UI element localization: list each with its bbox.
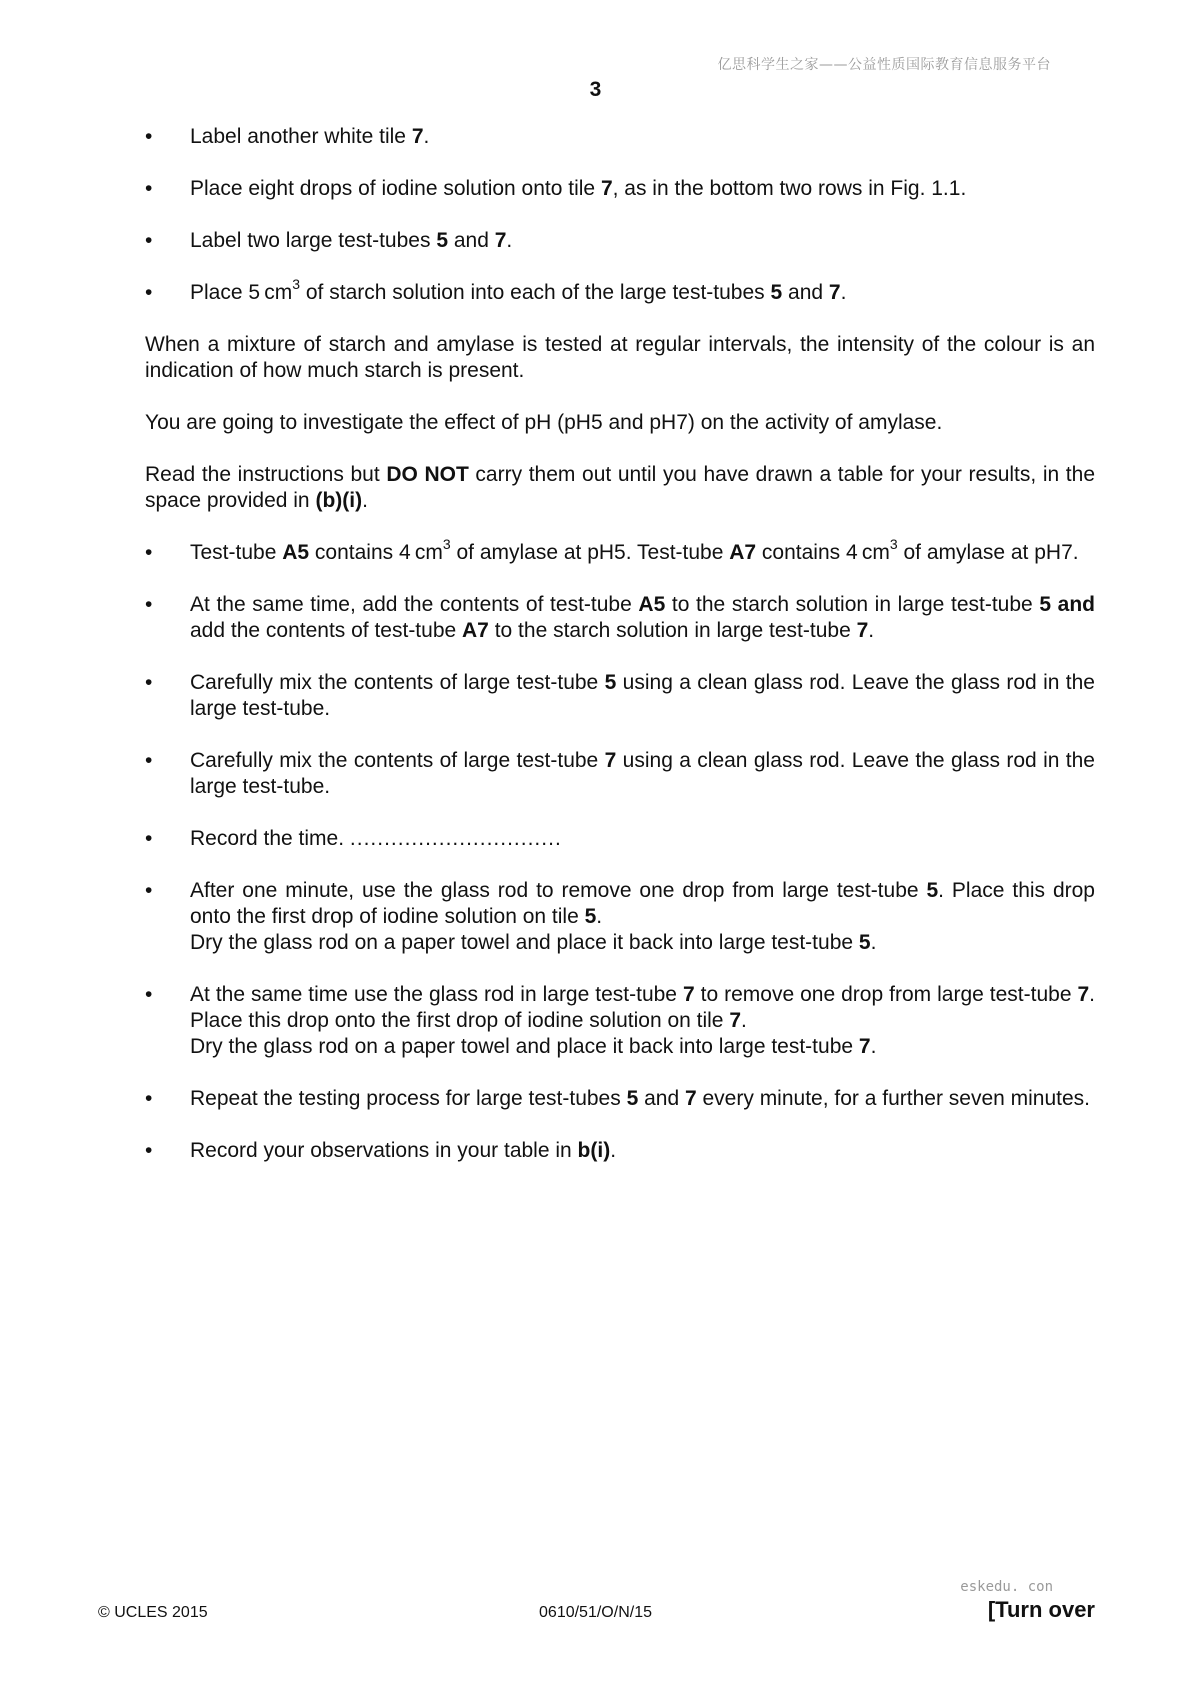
bold-text: 7 xyxy=(729,1009,742,1032)
bold-text: 5 xyxy=(770,281,783,304)
bullet-text: Place eight drops of iodine solution onto tile 7, as in the bottom two rows in Fig. 1.1. xyxy=(190,177,967,200)
footer-watermark: eskedu. con xyxy=(960,1579,1053,1595)
bold-text: 7 xyxy=(600,177,613,200)
bullet-text: Place 5 $cm^3$ of starch solution into each of the large test-tubes 5 and 7. xyxy=(190,276,847,304)
bullet-item xyxy=(145,982,1095,1060)
footer-paper-code: 0610/51/O/N/15 xyxy=(539,1604,652,1621)
bullet-text: Label two large test-tubes 5 and 7. xyxy=(190,229,513,252)
superscript: 3 xyxy=(442,536,451,552)
bullet-marker: • xyxy=(145,1139,153,1162)
paragraph-intro: When a mixture of starch and amylase is tested at regular intervals, the intensity of the colour is an indication of how much starch is present. xyxy=(145,333,1095,382)
bullet-marker: • xyxy=(145,671,153,694)
bold-text: A7 xyxy=(462,619,489,642)
bullet-marker: • xyxy=(145,749,153,772)
bold-text: and xyxy=(1057,593,1095,616)
bold-text: b(i) xyxy=(577,1139,611,1162)
bold-text: 5 xyxy=(1039,593,1052,616)
bullet-text: After one minute, use the glass rod to remove one drop from large test-tube 5. Place this drop onto the first drop of iodine solution on tile 5. Dry the glass rod on a paper towel and place it back into large test-tube 5. xyxy=(190,879,1095,954)
bullet-text: Label another white tile 7. xyxy=(190,125,430,148)
bold-text: 7 xyxy=(411,125,424,148)
bullet-marker: • xyxy=(145,177,153,200)
bullet-text: Test-tube A5 contains 4 $cm^3$ of amylase at pH5. Test-tube A7 contains 4 $cm^3$ of amylase at pH7. xyxy=(190,536,1079,564)
bold-text: A5 xyxy=(282,541,310,564)
bullet-marker: • xyxy=(145,879,153,902)
bold-text: A7 xyxy=(729,541,757,564)
bold-text: 5 xyxy=(584,905,597,928)
bullet-item xyxy=(145,878,1095,956)
page-number: 3 xyxy=(589,78,602,101)
bold-text: 7 xyxy=(682,983,695,1006)
bullet-item xyxy=(145,276,1095,306)
bullet-marker: • xyxy=(145,541,153,564)
bold-text: 7 xyxy=(1077,983,1090,1006)
bullet-text: At the same time, add the contents of test-tube A5 to the starch solution in large test-tube 5 and add the contents of test-tube A7 to the starch solution in large test-tube 7. xyxy=(190,593,1095,642)
bullet-text: At the same time use the glass rod in large test-tube 7 to remove one drop from large test-tube 7. Place this drop onto the first drop of iodine solution on tile 7. Dry the glass rod on a paper towel and place it back into large test-tube 7. xyxy=(190,983,1095,1058)
page-content xyxy=(145,124,1095,1190)
bold-text: 7 xyxy=(604,749,617,772)
bullet-item xyxy=(145,592,1095,644)
turn-over-label: [Turn over xyxy=(987,1597,1095,1622)
bullet-item xyxy=(145,826,1095,852)
bullet-item xyxy=(145,670,1095,722)
bullet-marker: • xyxy=(145,229,153,252)
bullet-marker: • xyxy=(145,281,153,304)
superscript: 3 xyxy=(889,536,898,552)
bullet-marker: • xyxy=(145,827,153,850)
bullet-marker: • xyxy=(145,125,153,148)
header-watermark: 亿思科学生之家——公益性质国际教育信息服务平台 xyxy=(717,57,1051,73)
paragraph-instruction: Read the instructions but DO NOT carry them out until you have drawn a table for your results, in the space provided in (b)(i). xyxy=(145,463,1095,512)
bold-text: 5 xyxy=(626,1087,639,1110)
bullet-text: Repeat the testing process for large test-tubes 5 and 7 every minute, for a further seven minutes. xyxy=(190,1087,1091,1110)
bullet-list-top xyxy=(145,124,1095,306)
bullet-item xyxy=(145,1086,1095,1112)
bullet-item xyxy=(145,124,1095,150)
superscript: 3 xyxy=(292,276,301,292)
bullet-marker: • xyxy=(145,1087,153,1110)
bullet-text: Carefully mix the contents of large test-tube 5 using a clean glass rod. Leave the glass rod in the large test-tube. xyxy=(190,671,1095,720)
bold-text: A5 xyxy=(638,593,666,616)
bullet-text: Record the time. ............................... xyxy=(190,827,562,850)
bullet-item xyxy=(145,536,1095,566)
bullet-item xyxy=(145,748,1095,800)
bold-text: 5 xyxy=(858,931,871,954)
bold-text: 5 xyxy=(436,229,448,252)
bullet-item xyxy=(145,1138,1095,1164)
bold-text: 5 xyxy=(926,879,939,902)
bullet-text: Record your observations in your table in b(i). xyxy=(190,1139,617,1162)
bold-text: 7 xyxy=(494,229,507,252)
bullet-item xyxy=(145,228,1095,254)
paragraph-aim: You are going to investigate the effect of pH (pH5 and pH7) on the activity of amylase. xyxy=(145,411,943,434)
footer-copyright: © UCLES 2015 xyxy=(98,1604,208,1621)
bullet-marker: • xyxy=(145,983,153,1006)
bold-text: 7 xyxy=(858,1035,871,1058)
bold-text: 7 xyxy=(856,619,869,642)
bold-text: 7 xyxy=(684,1087,697,1110)
bold-text: 5 xyxy=(604,671,617,694)
bold-text: 7 xyxy=(828,281,841,304)
bold-text: (b)(i) xyxy=(315,489,363,512)
answer-line: ............................... xyxy=(349,827,562,850)
bullet-item xyxy=(145,176,1095,202)
bullet-list-procedure xyxy=(145,536,1095,1164)
bullet-text: Carefully mix the contents of large test-tube 7 using a clean glass rod. Leave the glass rod in the large test-tube. xyxy=(190,749,1095,798)
bold-text: DO NOT xyxy=(386,463,469,486)
bullet-marker: • xyxy=(145,593,153,616)
